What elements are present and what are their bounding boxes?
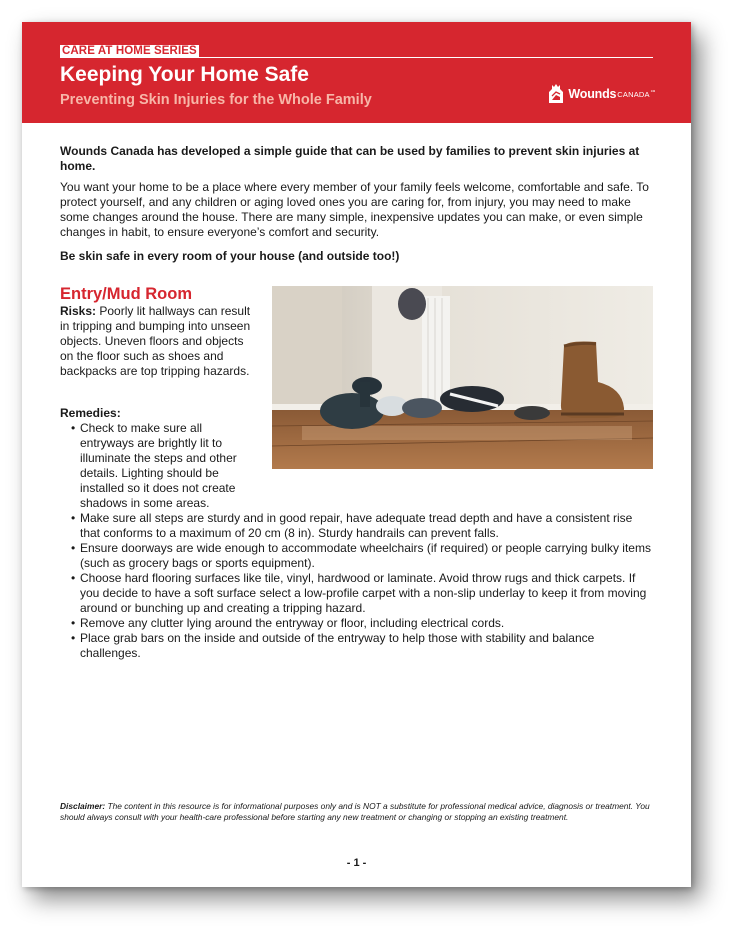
list-item: • Ensure doorways are wide enough to accommodate wheelchairs (if required) or people carrying bulky items (such as grocery bags or sports equipment). xyxy=(60,541,655,571)
disclaimer-label: Disclaimer: xyxy=(60,801,106,811)
logo-sup: ca xyxy=(650,88,655,93)
logo-word-canada: CANADA xyxy=(617,89,650,99)
disclaimer xyxy=(60,801,660,823)
series-label: CARE AT HOME SERIES xyxy=(62,45,197,57)
logo-word: Wounds xyxy=(568,87,617,101)
header-rule xyxy=(60,57,653,58)
risks-label: Risks: xyxy=(60,304,97,318)
intro-paragraph: You want your home to be a place where every member of your family feels welcome, comfortable and safe. To protect yourself, and any children or aging loved ones you are caring for, from injury, you may need to make some changes around the house. There are many simple, inexpensive updates you can make, or even simple changes in habit, to ensure everyone’s comfort and security. xyxy=(60,180,649,239)
section-title: Entry/Mud Room xyxy=(60,285,192,303)
list-item: • Make sure all steps are sturdy and in good repair, have adequate tread depth and have a consistent rise that conforms to a maximum of 20 cm (8 in). Sturdy handrails can prevent falls. xyxy=(60,511,655,541)
list-item: • Choose hard flooring surfaces like tile, vinyl, hardwood or laminate. Avoid throw rugs and thick carpets. If you decide to have a soft surface select a low-profile carpet with a non-slip underlay to keep it from moving around or bunching up and creating a tripping hazard. xyxy=(60,571,655,616)
remedies-list xyxy=(60,421,655,661)
document-page xyxy=(22,22,691,887)
intro-bold: Wounds Canada has developed a simple guide that can be used by families to prevent skin injuries at home. xyxy=(60,144,640,173)
wounds-canada-logo xyxy=(547,82,655,106)
list-item: • Place grab bars on the inside and outside of the entryway to help those with stability and balance challenges. xyxy=(60,631,655,661)
maple-hand-icon xyxy=(547,83,565,105)
risks-paragraph xyxy=(60,304,258,379)
page-subtitle: Preventing Skin Injuries for the Whole Family xyxy=(60,92,372,108)
risks-text: Poorly lit hallways can result in tripping and bumping into unseen objects. Uneven floors and objects on the floor such as shoes and backpacks are top tripping hazards. xyxy=(60,304,251,378)
page-number: - 1 - xyxy=(346,857,367,869)
disclaimer-text: The content in this resource is for informational purposes only and is NOT a substitute for professional medical advice, diagnosis or treatment. You should always consult with your health-care professional before starting any new treatment or changing or stopping an existing treatment. xyxy=(60,801,650,822)
header-banner xyxy=(22,22,691,123)
intro-tagline: Be skin safe in every room of your house (and outside too!) xyxy=(60,249,400,263)
page-title: Keeping Your Home Safe xyxy=(60,63,309,86)
remedies-heading: Remedies: xyxy=(60,406,121,420)
list-item: • Remove any clutter lying around the entryway or floor, including electrical cords. xyxy=(60,616,655,631)
list-item: • Check to make sure all entryways are brightly lit to illuminate the steps and other details. Lighting should be installed so it does not create shadows in some areas. xyxy=(60,421,255,511)
